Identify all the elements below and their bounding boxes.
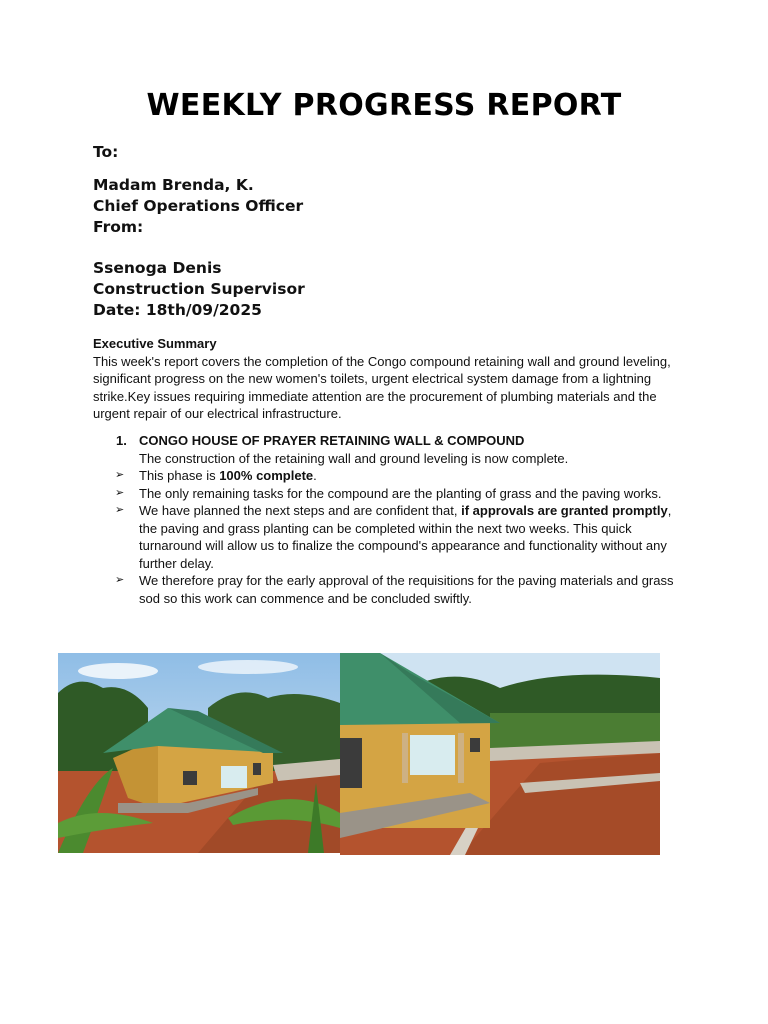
bullet-text: , the paving and grass planting can be completed within the next two weeks. This quick turnaround will allow us to finalize the compound's appearance and functionality without any further delay. — [139, 503, 672, 571]
section-retaining-wall — [93, 432, 683, 607]
summary-body: This week's report covers the completion of the Congo compound retaining wall and ground leveling, significant progress on the new women's toilets, urgent electrical system damage from a lightning strike.Key issues requiring immediate attention are the procurement of plumbing materials and the urgent repair of our electrical infrastructure. — [93, 353, 671, 421]
summary-heading: Executive Summary — [93, 336, 217, 351]
recipient-role: Chief Operations Officer — [93, 197, 304, 215]
bullet-text: . — [313, 468, 317, 483]
list-item — [93, 485, 683, 503]
arrow-bullet-icon: ➢ — [115, 486, 125, 499]
photo-leveled-compound — [340, 653, 660, 855]
photo-house-compound — [58, 653, 340, 853]
list-item — [93, 467, 683, 485]
arrow-bullet-icon: ➢ — [115, 504, 125, 516]
arrow-bullet-icon: ➢ — [115, 574, 125, 586]
sender-name: Ssenoga Denis — [93, 259, 222, 277]
bullet-text: We have planned the next steps and are confident that, — [139, 503, 462, 518]
list-item — [93, 502, 683, 572]
section-title: CONGO HOUSE OF PRAYER RETAINING WALL & COMPOUND — [139, 433, 525, 448]
report-date: Date: 18th/09/2025 — [93, 301, 262, 319]
arrow-bullet-icon: ➢ — [115, 469, 125, 481]
section-intro: The construction of the retaining wall and ground leveling is now complete. — [139, 450, 569, 466]
recipient-name: Madam Brenda, K. — [93, 176, 254, 194]
bullet-text: We therefore pray for the early approval of the requisitions for the paving materials and grass sod so this work can commence and be concluded swiftly. — [139, 573, 674, 606]
from-label: From: — [93, 218, 144, 236]
bullet-list — [93, 467, 683, 607]
bullet-bold-text: if approvals are granted promptly — [461, 503, 668, 518]
sender-role: Construction Supervisor — [93, 280, 305, 298]
executive-summary — [93, 335, 683, 423]
bullet-text: This phase is — [139, 468, 220, 483]
section-number: 1. — [116, 433, 127, 448]
bullet-text: The only remaining tasks for the compound are the planting of grass and the paving works. — [139, 485, 662, 501]
bullet-bold-text: 100% complete — [219, 468, 314, 483]
list-item — [93, 572, 683, 607]
report-title: WEEKLY PROGRESS REPORT — [146, 88, 622, 123]
to-label: To: — [93, 143, 119, 161]
